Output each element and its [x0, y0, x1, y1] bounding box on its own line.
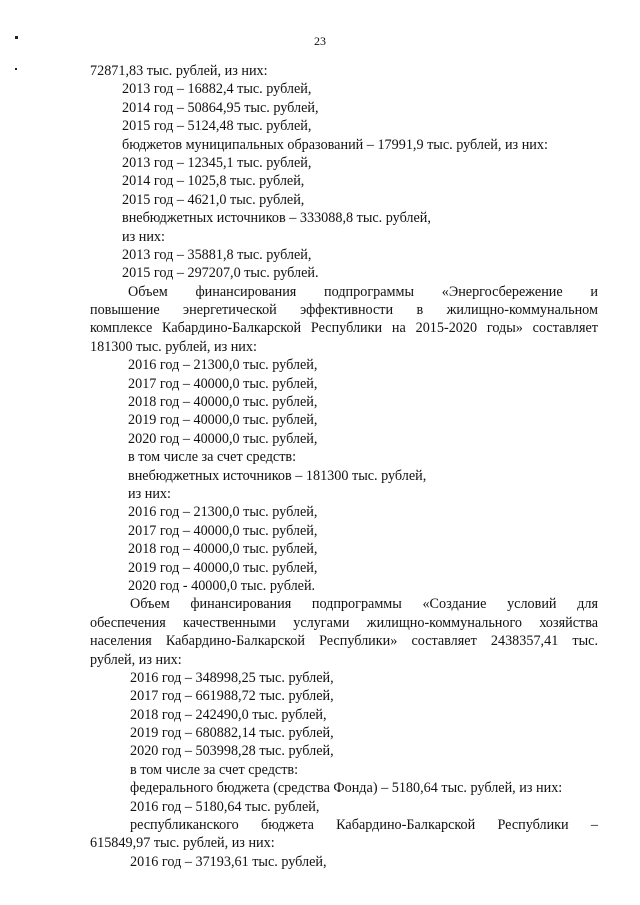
text-line: 2013 год – 35881,8 тыс. рублей,: [122, 246, 312, 263]
text-line: рублей, из них:: [90, 651, 182, 668]
text-line: 2013 год – 12345,1 тыс. рублей,: [122, 154, 312, 171]
document-body: [90, 62, 598, 871]
text-line: 2019 год – 40000,0 тыс. рублей,: [128, 412, 318, 429]
text-line: 2016 год – 21300,0 тыс. рублей,: [128, 357, 318, 374]
text-line: 2018 год – 40000,0 тыс. рублей,: [128, 541, 318, 558]
text-line: 2016 год – 21300,0 тыс. рублей,: [128, 504, 318, 521]
text-line: 2014 год – 50864,95 тыс. рублей,: [122, 99, 319, 116]
text-line: из них:: [122, 228, 165, 245]
text-line: 72871,83 тыс. рублей, из них:: [90, 63, 268, 79]
text-line: 615849,97 тыс. рублей, из них:: [90, 835, 275, 852]
paragraph-line: Объем финансирования подпрограммы «Энергосбережение и: [128, 283, 598, 300]
text-line: в том числе за счет средств:: [128, 449, 297, 466]
paragraph-line: обеспечения качественными услугами жилищно-коммунального хозяйства: [90, 614, 598, 631]
text-line: 2015 год – 4621,0 тыс. рублей,: [122, 191, 305, 208]
text-line: 2020 год – 40000,0 тыс. рублей,: [128, 430, 318, 447]
text-line: 2015 год – 297207,0 тыс. рублей.: [122, 265, 319, 282]
text-line: 2016 год – 348998,25 тыс. рублей,: [130, 669, 334, 686]
text-line: 2013 год – 16882,4 тыс. рублей,: [122, 81, 312, 98]
text-line: 2018 год – 40000,0 тыс. рублей,: [128, 394, 318, 411]
text-line: 2017 год – 40000,0 тыс. рублей,: [128, 375, 318, 392]
text-line: внебюджетных источников – 333088,8 тыс. рублей,: [122, 210, 431, 227]
text-line: 2019 год – 680882,14 тыс. рублей,: [130, 725, 334, 742]
text-line: 2020 год - 40000,0 тыс. рублей.: [128, 577, 316, 594]
text-line: 2016 год – 5180,64 тыс. рублей,: [130, 798, 320, 815]
text-line: 2019 год – 40000,0 тыс. рублей,: [128, 559, 318, 576]
paragraph-line: повышение энергетической эффективности в жилищно-коммунальном: [90, 302, 598, 319]
text-line: в том числе за счет средств:: [130, 761, 299, 778]
paragraph-line: Объем финансирования подпрограммы «Создание условий для: [130, 596, 598, 613]
scan-mark-bottom: [15, 68, 17, 70]
text-line: из них:: [128, 485, 171, 502]
text-line: 2017 год – 661988,72 тыс. рублей,: [130, 688, 334, 705]
page-number: 23: [314, 34, 326, 48]
text-line: федерального бюджета (средства Фонда) – 5180,64 тыс. рублей, из них:: [130, 780, 563, 797]
text-line: 2015 год – 5124,48 тыс. рублей,: [122, 118, 312, 135]
text-line: 2018 год – 242490,0 тыс. рублей,: [130, 706, 327, 723]
text-line: 2014 год – 1025,8 тыс. рублей,: [122, 173, 305, 190]
text-line: 2016 год – 37193,61 тыс. рублей,: [130, 853, 327, 870]
text-line: 2020 год – 503998,28 тыс. рублей,: [130, 743, 334, 760]
text-line: 2017 год – 40000,0 тыс. рублей,: [128, 522, 318, 539]
text-line: 181300 тыс. рублей, из них:: [90, 338, 257, 355]
text-line: внебюджетных источников – 181300 тыс. рублей,: [128, 467, 427, 484]
text-line: бюджетов муниципальных образований – 17991,9 тыс. рублей, из них:: [122, 136, 548, 153]
paragraph-line: населения Кабардино-Балкарской Республики» составляет 2438357,41 тыс.: [90, 633, 598, 650]
paragraph-line: республиканского бюджета Кабардино-Балкарской Республики –: [130, 817, 598, 834]
paragraph-line: комплексе Кабардино-Балкарской Республики на 2015-2020 годы» составляет: [90, 320, 598, 337]
